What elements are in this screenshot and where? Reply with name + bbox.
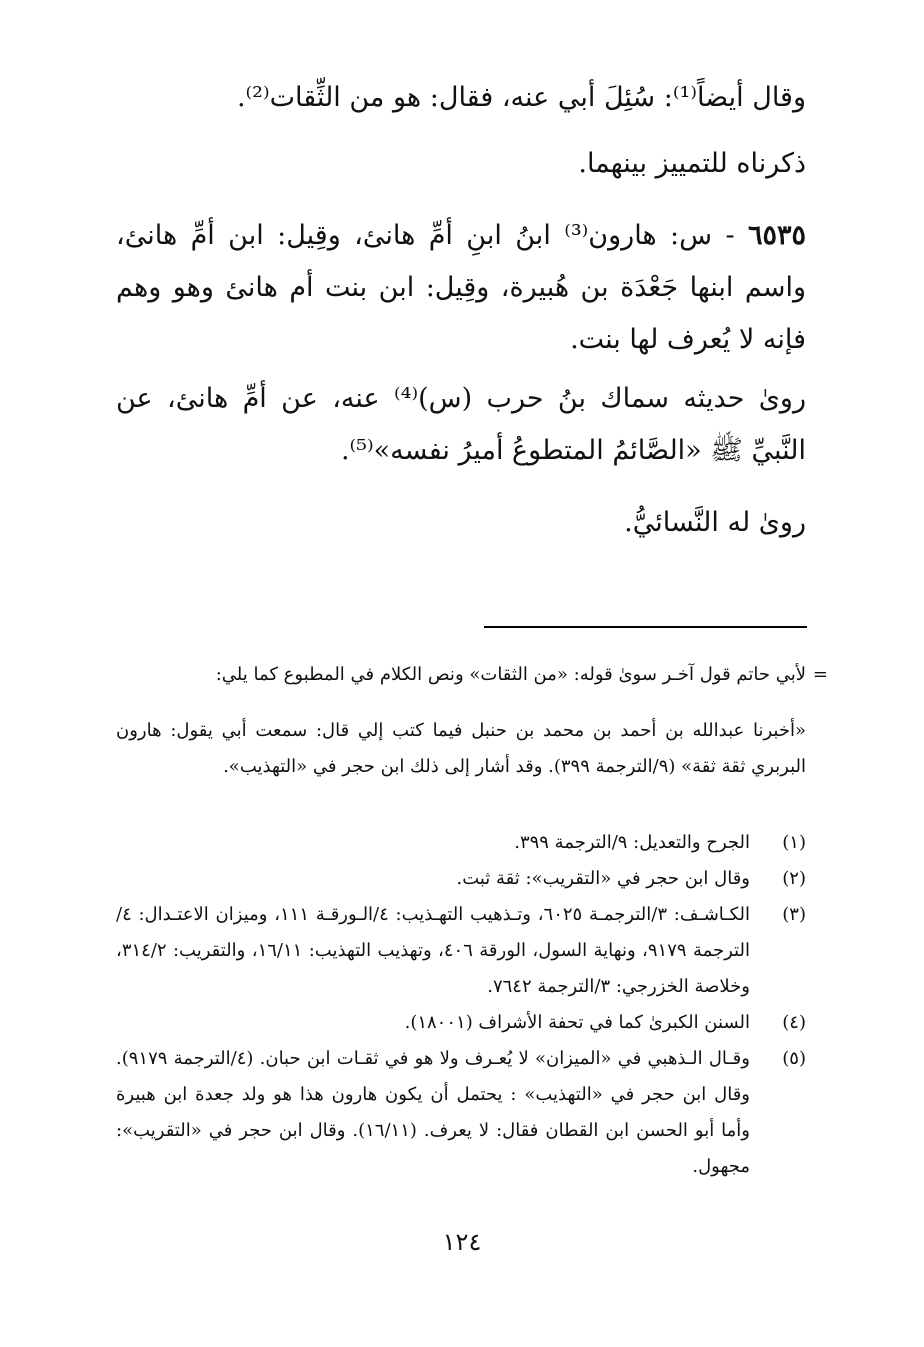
footnote-marker: (٤) xyxy=(782,1012,806,1033)
footnote-marker: (٥) xyxy=(782,1048,806,1069)
footnote-text: السنن الكبرىٰ كما في تحفة الأشراف (١٨٠٠١). xyxy=(404,1012,750,1033)
footnote-marker: (٣) xyxy=(782,904,806,925)
footnote-continuation: = لأبي حاتم قول آخـر سوىٰ قوله: «من الثقات» ونص الكلام في المطبوع كما يلي: xyxy=(116,657,806,693)
footnote-separator xyxy=(484,626,807,628)
footnote-marker: (٢) xyxy=(782,868,806,889)
footnote-item xyxy=(116,897,806,1005)
footnote-text: وقـال الـذهبي في «الميزان» لا يُعـرف ولا هو في ثقـات ابن حبان. (٤/الترجمة ٩١٧٩). وقال ابن حجر في «التهذيب» : يحتمل أن يكون هارون هذا هو ولد جعدة ابن هبيرة وأما أبو الحسن ابن القطان فقال: لا يعرف. (١٦/١١). وقال ابن حجر في «التقريب»: مجهول. xyxy=(116,1048,750,1177)
footnote-item xyxy=(116,861,806,897)
footnote-marker: (١) xyxy=(782,832,806,853)
footnote-list xyxy=(116,825,806,1185)
footnote-text: الكـاشـف: ٣/الترجمـة ٦٠٢٥، وتـذهيب التهـذيب: ٤/الـورقـة ١١١، وميزان الاعتـدال: ٤/الترجمة ٩١٧٩، ونهاية السول، الورقة ٤٠٦، وتهذيب التهذيب: ١٦/١١، والتقريب: ٣١٤/٢، وخلاصة الخزرجي: ٣/الترجمة ٧٦٤٢. xyxy=(116,904,750,997)
paragraph-narrator: روىٰ له النَّسائيُّ. xyxy=(624,507,806,538)
continuation-marker: = xyxy=(812,664,828,685)
paragraph-1: وقال أيضاً⁽¹⁾: سُئِلَ أبي عنه، فقال: هو من الثِّقات⁽²⁾. xyxy=(236,82,806,113)
footnote-quote: «أخبرنا عبدالله بن أحمد بن محمد بن حنبل فيما كتب إلي قال: سمعت أبي يقول: هارون البربري ثقة ثقة» (٩/الترجمة ٣٩٩). وقد أشار إلى ذلك ابن حجر في «التهذيب». xyxy=(116,720,806,777)
paragraph-2: ذكرناه للتمييز بينهما. xyxy=(578,148,806,179)
footnote-item xyxy=(116,1041,806,1185)
footnote-item xyxy=(116,1005,806,1041)
footnote-text: الجرح والتعديل: ٩/الترجمة ٣٩٩. xyxy=(514,832,750,853)
biography-entry xyxy=(116,210,806,366)
footnote-item xyxy=(116,825,806,861)
page-number: ١٢٤ xyxy=(442,1228,482,1256)
footnote-text: وقال ابن حجر في «التقريب»: ثقة ثبت. xyxy=(456,868,750,889)
entry-number: ٦٥٣٥ xyxy=(747,220,806,251)
paragraph-narration: روىٰ حديثه سماك بنُ حرب (س)⁽⁴⁾ عنه، عن أمِّ هانئ، عن النَّبيِّ ﷺ «الصَّائمُ المتطوعُ أميرُ نفسه»⁽⁵⁾. xyxy=(116,383,806,466)
entry-text: - س: هارون⁽³⁾ ابنُ ابنِ أمِّ هانئ، وقِيل: ابن أمِّ هانئ، واسم ابنها جَعْدَة بن هُبيرة، وقِيل: ابن بنت أم هانئ وهو وهم فإنه لا يُعرف لها بنت. xyxy=(116,220,806,355)
